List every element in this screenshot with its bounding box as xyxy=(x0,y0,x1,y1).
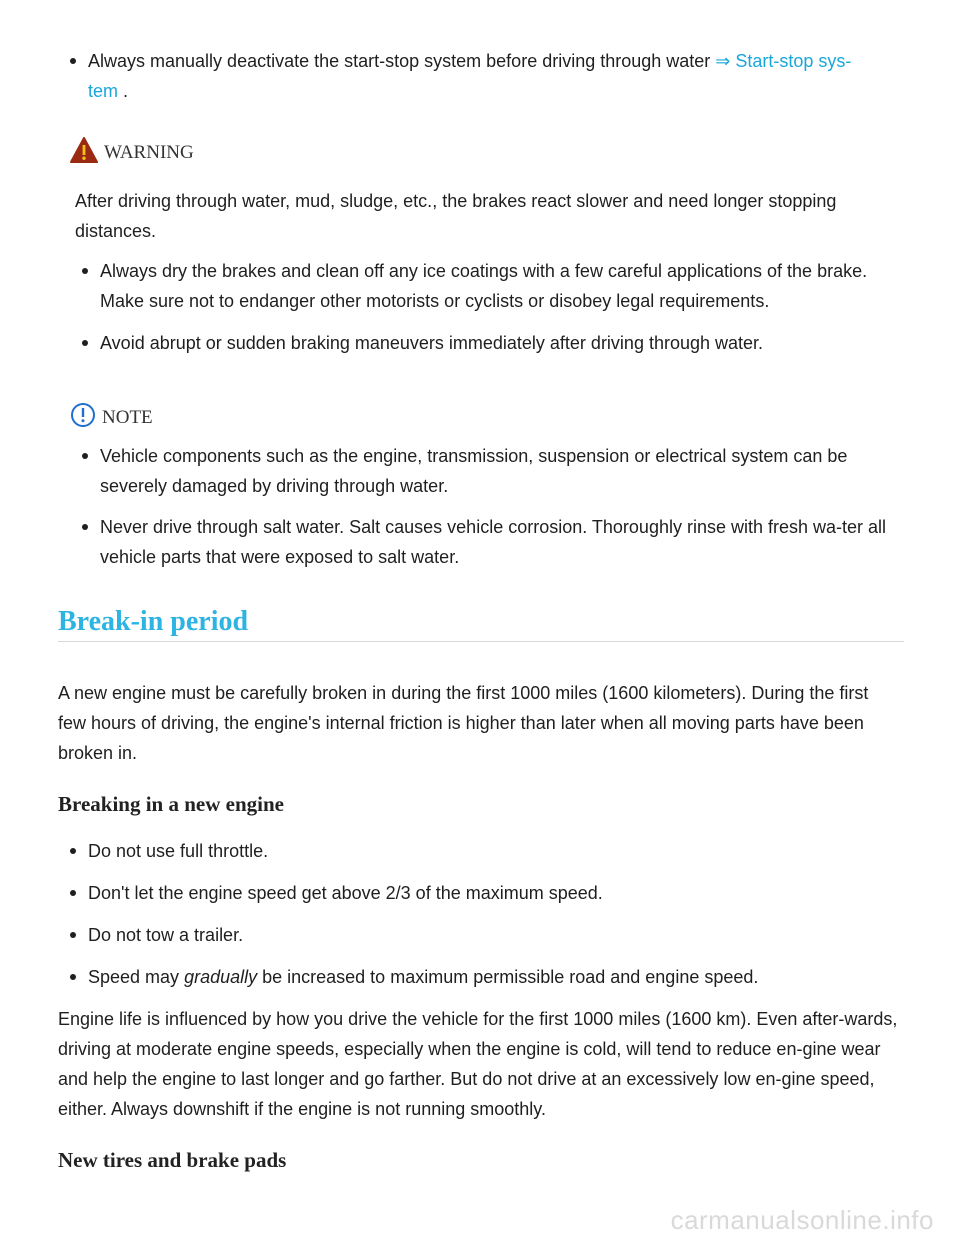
note-list xyxy=(70,441,890,572)
warning-header xyxy=(70,137,194,169)
speed-text-before: Speed may xyxy=(88,967,185,987)
breakin-list xyxy=(58,836,908,992)
subheading-tires-brakes: New tires and brake pads xyxy=(58,1148,287,1172)
bullet-text: Always manually deactivate the start-stop system before driving through water xyxy=(88,51,716,71)
warning-text: After driving through water, mud, sludge, etc., the brakes react slower and need longer stopping distances. xyxy=(75,191,837,241)
speed-text-after: be increased to maximum permissible road and engine speed. xyxy=(257,967,759,987)
warning-label: WARNING xyxy=(104,142,194,163)
warning-list xyxy=(70,256,890,358)
list-item: Vehicle components such as the engine, transmission, suspension or electrical system can be severely damaged by driving through water. xyxy=(70,441,890,501)
list-item: Do not use full throttle. xyxy=(58,836,908,866)
top-bullet-list xyxy=(58,46,908,106)
list-item xyxy=(58,962,908,992)
heading-divider xyxy=(58,641,904,642)
list-item: Avoid abrupt or sudden braking maneuvers immediately after driving through water. xyxy=(70,328,890,358)
list-item: Do not tow a trailer. xyxy=(58,920,908,950)
subheading-new-engine: Breaking in a new engine xyxy=(58,792,284,816)
list-item xyxy=(58,46,908,106)
engine-life-text: Engine life is influenced by how you drive the vehicle for the first 1000 miles (1600 km). Even after-wards, driving at moderate engine speeds, especially when the engine is cold, will tend to reduce en-gine wear and help the engine to last longer and go farther. But do not drive at an excessively low en-gine speed, either. Always downshift if the engine is not running smoothly. xyxy=(58,1009,898,1119)
list-item: Never drive through salt water. Salt causes vehicle corrosion. Thoroughly rinse with fresh wa-ter all vehicle parts that were exposed to salt water. xyxy=(70,512,890,572)
watermark: carmanualsonline.info xyxy=(670,1205,934,1235)
breakin-intro: A new engine must be carefully broken in during the first 1000 miles (1600 kilometers). During the first few hours of driving, the engine's internal friction is higher than later when all moving parts have been broken in. xyxy=(58,683,869,763)
start-stop-link[interactable]: ⇒ Start-stop sys- tem xyxy=(88,51,852,101)
list-item: Always dry the brakes and clean off any ice coatings with a few careful applications of the brake. Make sure not to endanger other motorists or cyclists or disobey legal requirements. xyxy=(70,256,890,316)
speed-text-emphasis: gradually xyxy=(184,967,258,987)
section-heading: Break-in period xyxy=(58,606,249,637)
note-header xyxy=(70,402,153,434)
exclamation-circle-icon xyxy=(70,402,96,434)
note-label: NOTE xyxy=(102,407,153,428)
list-item: Don't let the engine speed get above 2/3 of the maximum speed. xyxy=(58,878,908,908)
bullet-period: . xyxy=(118,81,129,101)
warning-icon xyxy=(70,137,98,169)
